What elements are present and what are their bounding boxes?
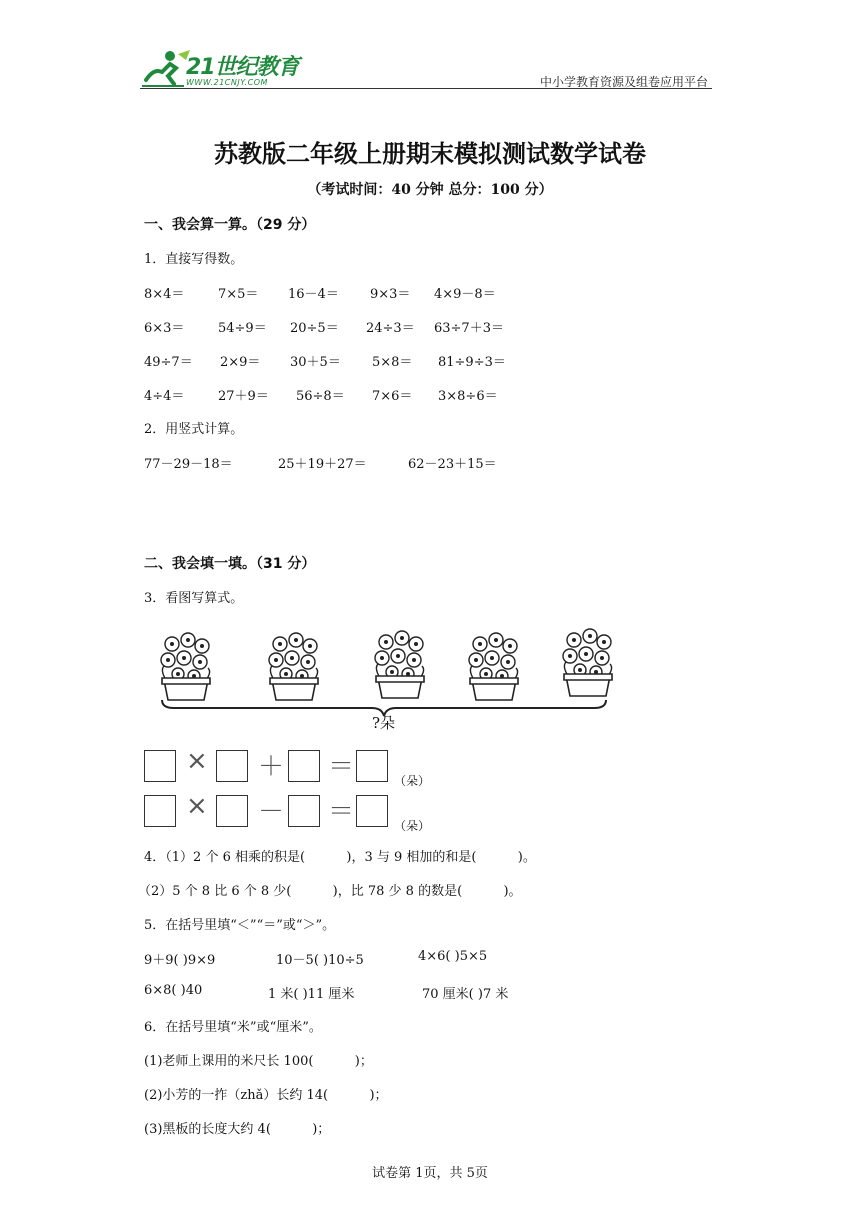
logo-url: WWW.21CNJY.COM (186, 78, 268, 87)
brace-label: ?朵 (372, 714, 396, 732)
equation-row (144, 791, 444, 835)
q5-item: 4×6( )5×5 (418, 949, 488, 964)
q1-item: 30＋5＝ (290, 355, 341, 370)
q1-item: 24÷3＝ (366, 321, 415, 336)
q5-item: 1 米( )11 厘米 (268, 987, 355, 1002)
q5-item: 9＋9( )9×9 (144, 953, 216, 968)
answer-box[interactable] (356, 750, 388, 782)
q1-item: 7×6＝ (372, 389, 413, 404)
q4-line: 4．（1）2 个 6 相乘的积是( )，3 与 9 相加的和是( )。 (144, 850, 536, 865)
q5-item: 70 厘米( )7 米 (422, 987, 509, 1002)
q1-item: 54÷9＝ (218, 321, 267, 336)
q5-item: 6×8( )40 (144, 983, 203, 998)
q2-label: 2．用竖式计算。 (144, 422, 244, 437)
q1-item: 56÷8＝ (296, 389, 345, 404)
q6-item: (2)小芳的一拃（zhǎ）长约 14( )； (144, 1088, 388, 1103)
section2-heading: 二、我会填一填。（31 分） (144, 556, 316, 572)
equation-row (144, 746, 444, 790)
unit-label: （朵） (394, 819, 431, 833)
header-divider (140, 88, 712, 89)
section1-heading: 一、我会算一算。（29 分） (144, 217, 316, 233)
answer-box[interactable] (216, 795, 248, 827)
q4-line: （2）5 个 8 比 6 个 8 少( )，比 78 少 8 的数是( )。 (138, 884, 522, 899)
q1-item: 9×3＝ (370, 287, 411, 302)
q5-item: 10－5( )10÷5 (276, 953, 364, 968)
q1-label: 1．直接写得数。 (144, 252, 244, 267)
answer-box[interactable] (144, 795, 176, 827)
q1-item: 4÷4＝ (144, 389, 185, 404)
q2-item: 62－23＋15＝ (408, 457, 497, 472)
answer-box[interactable] (288, 750, 320, 782)
unit-label: （朵） (394, 774, 431, 788)
q1-item: 16－4＝ (288, 287, 339, 302)
answer-box[interactable] (216, 750, 248, 782)
minus-sign: － (258, 797, 285, 827)
page-footer: 试卷第 1页，共 5页 (372, 1166, 488, 1181)
q2-item: 25＋19＋27＝ (278, 457, 367, 472)
answer-box[interactable] (356, 795, 388, 827)
q1-item: 49÷7＝ (144, 355, 193, 370)
answer-box[interactable] (144, 750, 176, 782)
q1-item: 63÷7＋3＝ (434, 321, 504, 336)
exam-info: （考试时间：40 分钟 总分：100 分） (307, 182, 553, 198)
q1-item: 27＋9＝ (218, 389, 269, 404)
q1-item: 6×3＝ (144, 321, 185, 336)
q6-item: (1)老师上课用的米尺长 100( )； (144, 1054, 373, 1069)
q1-item: 5×8＝ (372, 355, 413, 370)
q1-item: 4×9－8＝ (434, 287, 496, 302)
q1-item: 20÷5＝ (290, 321, 339, 336)
answer-box[interactable] (288, 795, 320, 827)
multiply-sign: × (186, 791, 208, 821)
q1-item: 8×4＝ (144, 287, 185, 302)
q5-label: 5．在括号里填“＜”“＝”或“＞”。 (144, 918, 336, 933)
q1-item: 81÷9÷3＝ (438, 355, 506, 370)
q1-item: 3×8÷6＝ (438, 389, 498, 404)
plus-sign: ＋ (258, 752, 285, 782)
page-title: 苏教版二年级上册期末模拟测试数学试卷 (214, 140, 646, 168)
logo-text: 21世纪教育 (186, 55, 299, 80)
q6-label: 6．在括号里填“米”或“厘米”。 (144, 1020, 322, 1035)
multiply-sign: × (186, 746, 208, 776)
q3-label: 3．看图写算式。 (144, 591, 244, 606)
equals-sign: ＝ (328, 797, 355, 827)
equals-sign: ＝ (328, 752, 355, 782)
q6-item: (3)黑板的长度大约 4( )； (144, 1122, 331, 1137)
q1-item: 7×5＝ (218, 287, 259, 302)
q2-item: 77－29－18＝ (144, 457, 233, 472)
site-tagline: 中小学教育资源及组卷应用平台 (539, 75, 708, 89)
q1-item: 2×9＝ (220, 355, 261, 370)
